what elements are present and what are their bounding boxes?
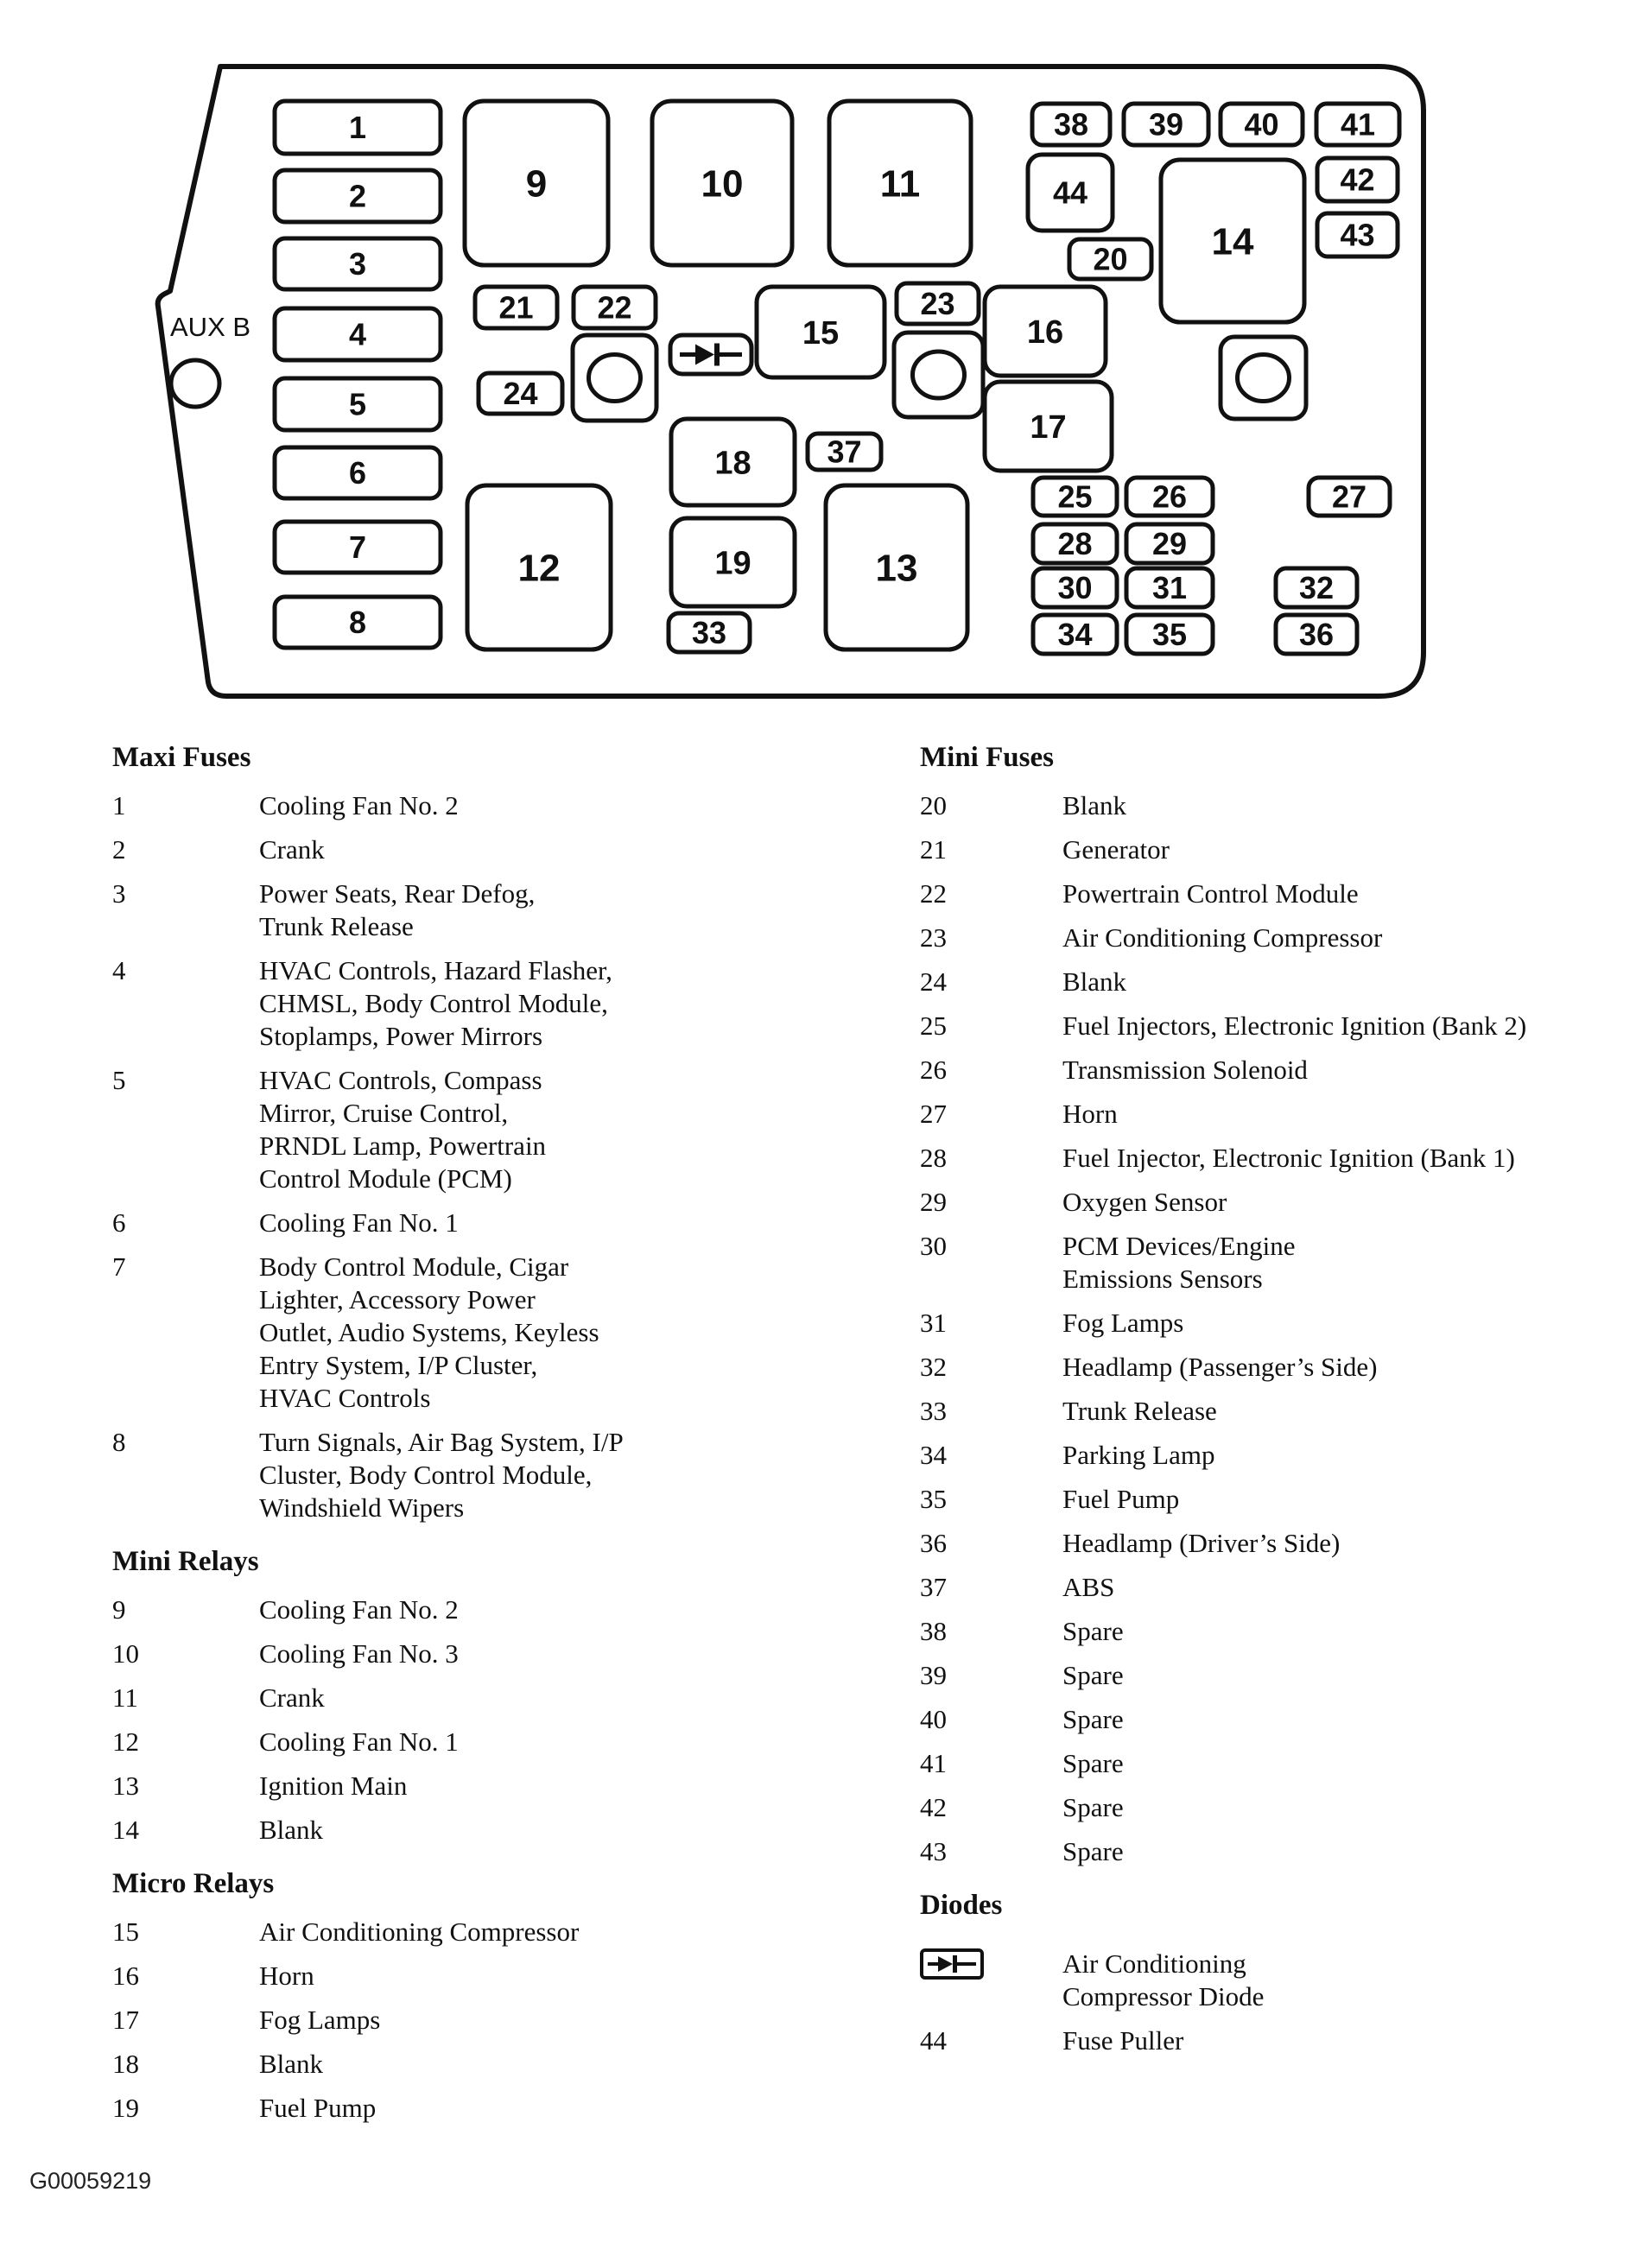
description-line: Emissions Sensors — [1062, 1264, 1263, 1294]
legend-item-description — [259, 1426, 624, 1524]
fuse-box-2 — [275, 170, 441, 222]
legend-item-number: 17 — [112, 2005, 139, 2035]
legend-item-number: 8 — [112, 1427, 126, 1457]
legend-item-number: 11 — [112, 1682, 138, 1713]
legend-item-36 — [920, 1527, 1635, 1560]
fuse-box-6 — [275, 447, 441, 498]
box-number-22: 22 — [597, 289, 632, 326]
description-line: Parking Lamp — [1062, 1440, 1215, 1470]
fuse-box-12 — [467, 485, 611, 649]
fuse-box-14 — [1161, 160, 1304, 322]
description-line: Control Module (PCM) — [259, 1163, 512, 1194]
legend-item-13 — [112, 1770, 890, 1802]
box-number-9: 9 — [525, 162, 548, 206]
legend-item-number: 24 — [920, 966, 947, 997]
box-number-11: 11 — [879, 162, 921, 206]
legend-item-44 — [920, 2024, 1635, 2057]
description-line: Generator — [1062, 834, 1170, 865]
legend-item-32 — [920, 1351, 1635, 1384]
description-line: Air Conditioning — [1062, 1948, 1246, 1979]
box-number-7: 7 — [348, 529, 367, 566]
fuse-box-7 — [275, 522, 441, 573]
legend-item-number: 36 — [920, 1528, 947, 1558]
box-number-37: 37 — [827, 434, 862, 470]
fuse-box-26 — [1126, 478, 1213, 516]
legend-item-description — [259, 877, 535, 943]
legend-item-number: 2 — [112, 834, 126, 865]
fuse-box-16 — [985, 287, 1106, 376]
box-number-16: 16 — [1026, 314, 1064, 351]
box-number-14: 14 — [1211, 220, 1254, 263]
fuse-box-3 — [275, 238, 441, 289]
legend-item-description — [1062, 1948, 1264, 2013]
diode-icon — [920, 1948, 986, 1980]
fuse-box-42 — [1317, 158, 1398, 201]
legend-item-number: 10 — [112, 1638, 139, 1669]
legend-item-number: 27 — [920, 1099, 947, 1129]
legend-item-number: 41 — [920, 1748, 947, 1778]
legend-item-number: 31 — [920, 1308, 947, 1338]
fuse-box-39 — [1124, 104, 1208, 145]
fuse-box-44 — [1028, 155, 1113, 231]
legend-item-description — [259, 1593, 459, 1626]
box-number-33: 33 — [691, 615, 727, 651]
legend-item-number: 3 — [112, 878, 126, 909]
legend-item-28 — [920, 1142, 1635, 1175]
description-line: Fuel Injectors, Electronic Ignition (Bank 2) — [1062, 1010, 1527, 1041]
box-number-29: 29 — [1151, 526, 1188, 562]
description-line: Horn — [1062, 1099, 1118, 1129]
legend-right-column — [920, 741, 1635, 2068]
description-line: Spare — [1062, 1704, 1124, 1734]
description-line: Outlet, Audio Systems, Keyless — [259, 1317, 599, 1347]
box-number-30: 30 — [1057, 570, 1093, 606]
description-line: Spare — [1062, 1836, 1124, 1866]
fuse-box-18 — [671, 419, 795, 505]
legend-item-description — [259, 954, 612, 1053]
legend-item-number: 1 — [112, 790, 126, 820]
legend-item-8 — [112, 1426, 890, 1524]
box-number-12: 12 — [517, 547, 561, 590]
legend-item-number: 19 — [112, 2093, 139, 2123]
description-line: Power Seats, Rear Defog, — [259, 878, 536, 909]
legend-item-number: 23 — [920, 922, 947, 953]
legend-item-29 — [920, 1186, 1635, 1219]
fuse-box-19 — [671, 518, 795, 606]
legend-item-description — [259, 1814, 323, 1847]
description-line: Crank — [259, 834, 325, 865]
legend-item-description — [1062, 1054, 1308, 1086]
legend-item-33 — [920, 1395, 1635, 1428]
description-line: Spare — [1062, 1792, 1124, 1822]
description-line: Air Conditioning Compressor — [1062, 922, 1383, 953]
legend-left-column — [112, 741, 890, 2136]
description-line: HVAC Controls, Hazard Flasher, — [259, 955, 612, 985]
legend-item-description — [1062, 877, 1359, 910]
legend-item-43 — [920, 1835, 1635, 1868]
box-number-32: 32 — [1298, 570, 1335, 606]
legend-item-description — [259, 2092, 376, 2125]
description-line: Blank — [1062, 790, 1127, 820]
legend-item-10 — [112, 1638, 890, 1670]
description-line: Blank — [1062, 966, 1127, 997]
legend-item-5 — [112, 1064, 890, 1195]
ac-compressor-diode-symbol — [670, 335, 751, 374]
box-number-26: 26 — [1151, 478, 1188, 515]
fuse-box-41 — [1316, 104, 1399, 145]
legend-item-35 — [920, 1483, 1635, 1516]
legend-item-number: 43 — [920, 1836, 947, 1866]
legend-item-description — [259, 1064, 546, 1195]
fuse-box-15 — [757, 287, 885, 377]
description-line: Cooling Fan No. 3 — [259, 1638, 459, 1669]
description-line: Trunk Release — [1062, 1396, 1217, 1426]
legend-item-20 — [920, 789, 1635, 822]
description-line: Entry System, I/P Cluster, — [259, 1350, 538, 1380]
legend-item-description — [1062, 1230, 1296, 1296]
description-line: Spare — [1062, 1660, 1124, 1690]
legend-item-16 — [112, 1960, 890, 1992]
description-line: HVAC Controls — [259, 1383, 431, 1413]
section-heading-diodes: Diodes — [920, 1890, 1003, 1921]
description-line: Crank — [259, 1682, 325, 1713]
description-line: Stoplamps, Power Mirrors — [259, 1021, 543, 1051]
fuse-box-5 — [275, 378, 441, 430]
fuse-box-24 — [479, 373, 562, 414]
description-line: Fog Lamps — [259, 2005, 381, 2035]
legend-item-number: 20 — [920, 790, 947, 820]
fuse-box-13 — [826, 485, 967, 649]
legend-item-number: 32 — [920, 1352, 947, 1382]
box-number-40: 40 — [1244, 106, 1279, 143]
legend-item-39 — [920, 1659, 1635, 1692]
box-number-13: 13 — [875, 547, 918, 590]
description-line: Blank — [259, 2049, 324, 2079]
fuse-box-32 — [1276, 568, 1357, 607]
legend-item-description — [1062, 1791, 1124, 1824]
legend-item-description — [1062, 1835, 1124, 1868]
legend-item-15 — [112, 1916, 890, 1948]
legend-item-description — [1062, 1010, 1526, 1042]
legend-item-number: 22 — [920, 878, 947, 909]
section-heading-mini-fuses: Mini Fuses — [920, 742, 1054, 773]
legend-item-27 — [920, 1098, 1635, 1131]
figure-id: G00059219 — [29, 2168, 152, 2194]
legend-item-description — [259, 1682, 325, 1714]
legend-item-21 — [920, 833, 1635, 866]
legend-item-2 — [112, 833, 890, 866]
box-number-20: 20 — [1093, 241, 1128, 277]
legend-item-number: 40 — [920, 1704, 947, 1734]
relay-socket-2 — [894, 333, 983, 417]
fuse-box-23 — [897, 283, 979, 324]
description-line: Lighter, Accessory Power — [259, 1284, 536, 1315]
legend-item-38 — [920, 1615, 1635, 1648]
legend-item-description — [1062, 1439, 1215, 1472]
fuse-box-17 — [985, 382, 1112, 471]
description-line: HVAC Controls, Compass — [259, 1065, 542, 1095]
description-line: Fog Lamps — [1062, 1308, 1184, 1338]
fuse-box-27 — [1309, 478, 1390, 516]
legend-item-number: 34 — [920, 1440, 947, 1470]
legend-item-9 — [112, 1593, 890, 1626]
legend-item-number: 21 — [920, 834, 947, 865]
box-number-21: 21 — [498, 289, 534, 326]
legend-item-number: 9 — [112, 1594, 126, 1625]
fuse-box-8 — [275, 597, 441, 648]
description-line: Turn Signals, Air Bag System, I/P — [259, 1427, 624, 1457]
legend-item-description — [1062, 922, 1382, 954]
legend-item-description — [1062, 1703, 1124, 1736]
legend-item-number: 35 — [920, 1484, 947, 1514]
legend-item-number: 33 — [920, 1396, 947, 1426]
description-line: Fuel Pump — [259, 2093, 377, 2123]
legend-item-description — [259, 2004, 380, 2037]
legend-item-number: 12 — [112, 1726, 139, 1757]
legend-item-description — [1062, 1098, 1118, 1131]
description-line: Cluster, Body Control Module, — [259, 1460, 593, 1490]
legend-item-description — [259, 833, 325, 866]
description-line: Mirror, Cruise Control, — [259, 1098, 509, 1128]
legend-item-number: 44 — [920, 2025, 947, 2056]
fuse-box-4 — [275, 308, 441, 360]
legend-item-description — [259, 1207, 459, 1239]
legend-item-31 — [920, 1307, 1635, 1340]
relay-socket-1 — [573, 335, 656, 421]
box-number-2: 2 — [348, 178, 367, 214]
box-number-28: 28 — [1057, 526, 1093, 562]
legend-item-19 — [112, 2092, 890, 2125]
box-number-4: 4 — [348, 316, 367, 352]
description-line: Spare — [1062, 1616, 1124, 1646]
relay-socket-3 — [1221, 337, 1306, 419]
legend-item-18 — [112, 2048, 890, 2081]
description-line: Fuel Injector, Electronic Ignition (Bank 1) — [1062, 1143, 1515, 1173]
description-line: Cooling Fan No. 2 — [259, 1594, 459, 1625]
box-number-18: 18 — [714, 445, 751, 482]
box-number-5: 5 — [348, 386, 367, 422]
box-number-15: 15 — [802, 314, 840, 352]
fuse-box-33 — [669, 613, 750, 652]
fuse-box-37 — [808, 434, 881, 470]
fuse-box-31 — [1126, 568, 1213, 607]
box-number-17: 17 — [1030, 409, 1067, 446]
box-number-25: 25 — [1057, 478, 1093, 515]
description-line: Compressor Diode — [1062, 1981, 1265, 2011]
legend-item-number: 16 — [112, 1961, 139, 1991]
legend-item-42 — [920, 1791, 1635, 1824]
description-line: CHMSL, Body Control Module, — [259, 988, 608, 1018]
legend-item-7 — [112, 1251, 890, 1415]
legend-item-40 — [920, 1703, 1635, 1736]
fuse-box-34 — [1033, 615, 1117, 654]
description-line: Headlamp (Passenger’s Side) — [1062, 1352, 1378, 1382]
legend-item-34 — [920, 1439, 1635, 1472]
legend-item-description — [259, 1916, 579, 1948]
box-number-41: 41 — [1340, 106, 1376, 143]
legend-item-number: 29 — [920, 1187, 947, 1217]
legend-item-number: 28 — [920, 1143, 947, 1173]
legend-item-number: 26 — [920, 1055, 947, 1085]
legend-item-number: 37 — [920, 1572, 947, 1602]
legend-item-number: 14 — [112, 1815, 139, 1845]
legend-item-description — [259, 1638, 459, 1670]
legend-item-24 — [920, 966, 1635, 998]
legend-item-description — [259, 2048, 323, 2081]
description-line: Cooling Fan No. 2 — [259, 790, 459, 820]
legend-item-30 — [920, 1230, 1635, 1296]
legend-item-description — [1062, 1351, 1377, 1384]
description-line: PRNDL Lamp, Powertrain — [259, 1131, 547, 1161]
legend-item-22 — [920, 877, 1635, 910]
aux-b-label: AUX B — [170, 312, 251, 342]
description-line: Trunk Release — [259, 911, 414, 941]
fuse-box-20 — [1069, 239, 1151, 279]
description-line: Cooling Fan No. 1 — [259, 1207, 459, 1238]
legend-item-description — [1062, 1142, 1515, 1175]
legend-item-diode — [920, 1948, 1635, 2013]
fuse-box-38 — [1032, 104, 1110, 145]
fuse-box-1 — [275, 101, 441, 154]
description-line: Headlamp (Driver’s Side) — [1062, 1528, 1341, 1558]
legend-item-number: 18 — [112, 2049, 139, 2079]
legend-item-description — [1062, 1747, 1124, 1780]
fuse-box-30 — [1033, 568, 1117, 607]
legend-item-41 — [920, 1747, 1635, 1780]
legend-item-description — [1062, 1527, 1340, 1560]
box-number-10: 10 — [701, 162, 744, 206]
fuse-panel-diagram — [0, 0, 1636, 717]
legend-item-number: 6 — [112, 1207, 126, 1238]
description-line: Fuel Pump — [1062, 1484, 1180, 1514]
legend-item-14 — [112, 1814, 890, 1847]
legend-item-description — [1062, 789, 1126, 822]
legend-item-number: 25 — [920, 1010, 947, 1041]
box-number-36: 36 — [1298, 617, 1335, 653]
legend-item-number: 7 — [112, 1251, 126, 1282]
legend-item-37 — [920, 1571, 1635, 1604]
description-line: Oxygen Sensor — [1062, 1187, 1227, 1217]
legend-item-17 — [112, 2004, 890, 2037]
aux-b-circle-icon — [171, 360, 219, 407]
legend-item-description — [259, 1960, 314, 1992]
legend-item-description — [1062, 1483, 1179, 1516]
legend-item-25 — [920, 1010, 1635, 1042]
description-line: Ignition Main — [259, 1771, 408, 1801]
box-number-6: 6 — [348, 455, 367, 491]
fuse-box-29 — [1126, 524, 1213, 563]
box-number-3: 3 — [348, 246, 367, 282]
fuse-box-9 — [465, 101, 608, 265]
box-number-31: 31 — [1151, 570, 1188, 606]
legend-item-3 — [112, 877, 890, 943]
description-line: Transmission Solenoid — [1062, 1055, 1308, 1085]
legend-item-number: 42 — [920, 1792, 947, 1822]
legend-item-number: 5 — [112, 1065, 126, 1095]
description-line: Horn — [259, 1961, 314, 1991]
fuse-box-10 — [652, 101, 792, 265]
legend-item-23 — [920, 922, 1635, 954]
description-line: ABS — [1062, 1572, 1115, 1602]
description-line: Windshield Wipers — [259, 1492, 465, 1523]
legend-item-1 — [112, 789, 890, 822]
legend-item-number: 15 — [112, 1916, 139, 1947]
box-number-35: 35 — [1151, 617, 1188, 653]
legend-item-description — [1062, 1395, 1217, 1428]
fuse-box-25 — [1033, 478, 1117, 516]
box-number-23: 23 — [920, 286, 955, 322]
section-heading-micro-relays: Micro Relays — [112, 1868, 275, 1899]
fuse-box-35 — [1126, 615, 1213, 654]
fuse-box-36 — [1276, 615, 1357, 654]
description-line: Fuse Puller — [1062, 2025, 1184, 2056]
legend-item-description — [259, 1726, 459, 1758]
description-line: Powertrain Control Module — [1062, 878, 1359, 909]
legend-item-description — [1062, 966, 1126, 998]
legend-item-number: 30 — [920, 1231, 947, 1261]
box-number-27: 27 — [1331, 478, 1367, 515]
fuse-box-11 — [829, 101, 971, 265]
legend-item-description — [259, 789, 459, 822]
fuse-box-43 — [1317, 213, 1398, 257]
box-number-19: 19 — [714, 545, 751, 582]
box-number-8: 8 — [348, 605, 367, 641]
box-number-24: 24 — [503, 376, 538, 412]
description-line: Air Conditioning Compressor — [259, 1916, 580, 1947]
box-number-34: 34 — [1057, 617, 1093, 653]
legend-item-description — [1062, 1615, 1124, 1648]
box-number-42: 42 — [1340, 162, 1375, 198]
section-heading-maxi-fuses: Maxi Fuses — [112, 742, 251, 773]
fuse-box-21 — [475, 287, 557, 328]
legend-item-number: 4 — [112, 955, 126, 985]
box-number-38: 38 — [1053, 106, 1089, 143]
fuse-box-40 — [1221, 104, 1303, 145]
legend-item-description — [1062, 1659, 1124, 1692]
diode-icon-cell — [920, 1948, 1062, 1988]
legend-item-number: 38 — [920, 1616, 947, 1646]
description-line: PCM Devices/Engine — [1062, 1231, 1296, 1261]
fuse-box-28 — [1033, 524, 1117, 563]
description-line: Body Control Module, Cigar — [259, 1251, 569, 1282]
legend-item-description — [1062, 2024, 1183, 2057]
box-number-39: 39 — [1148, 106, 1184, 143]
legend-item-4 — [112, 954, 890, 1053]
box-number-44: 44 — [1052, 174, 1088, 211]
legend-item-description — [1062, 833, 1170, 866]
box-number-43: 43 — [1340, 217, 1375, 253]
legend-item-description — [1062, 1571, 1114, 1604]
legend-item-description — [1062, 1307, 1183, 1340]
description-line: Spare — [1062, 1748, 1124, 1778]
box-number-1: 1 — [348, 110, 367, 146]
legend-item-number: 13 — [112, 1771, 139, 1801]
legend-item-description — [259, 1251, 599, 1415]
legend-item-description — [1062, 1186, 1227, 1219]
legend-item-description — [259, 1770, 407, 1802]
description-line: Blank — [259, 1815, 324, 1845]
legend-item-12 — [112, 1726, 890, 1758]
section-heading-mini-relays: Mini Relays — [112, 1546, 259, 1577]
fuse-box-22 — [574, 287, 656, 328]
legend-item-6 — [112, 1207, 890, 1239]
legend-item-26 — [920, 1054, 1635, 1086]
description-line: Cooling Fan No. 1 — [259, 1726, 459, 1757]
legend-item-11 — [112, 1682, 890, 1714]
legend-item-number: 39 — [920, 1660, 947, 1690]
